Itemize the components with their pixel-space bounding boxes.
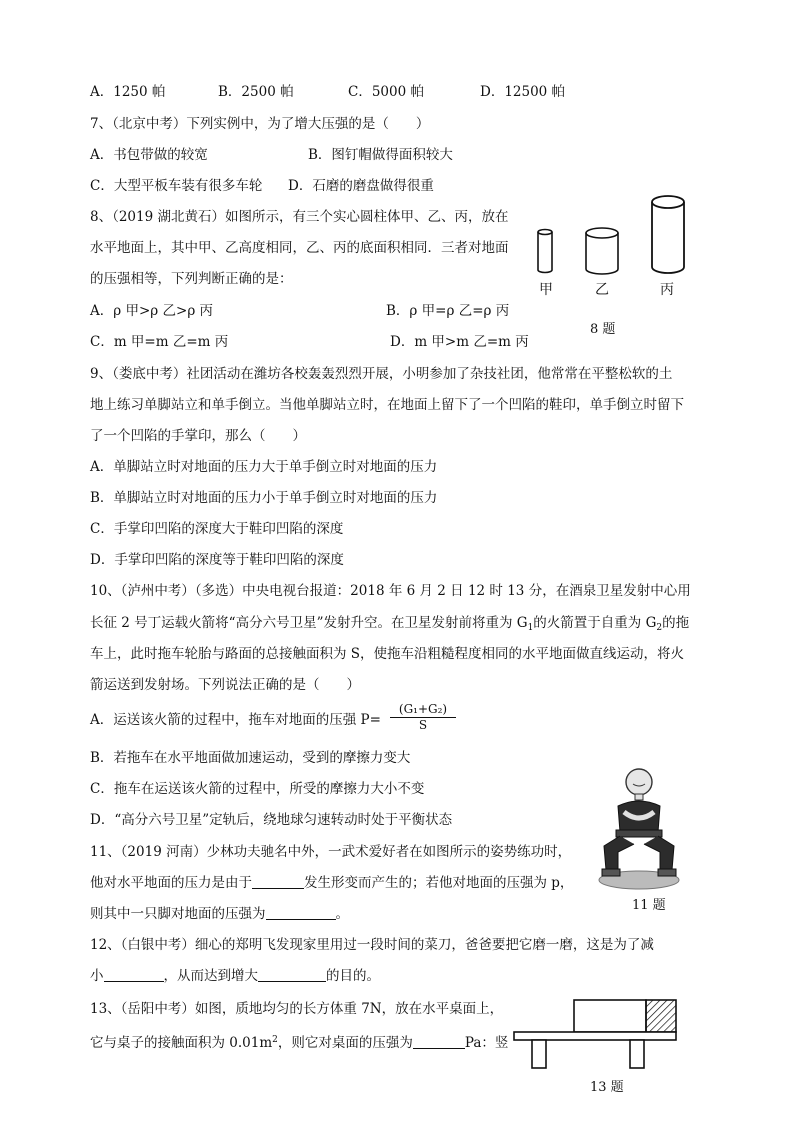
q9-line-3: 了一个凹陷的手掌印，那么（ ） bbox=[90, 428, 306, 444]
q10-line-1: 10、（泸州中考）（多选）中央电视台报道：2018 年 6 月 2 日 12 时 13 分，在酒泉卫星发射中心用 bbox=[90, 583, 691, 599]
q11-line-2 bbox=[90, 874, 573, 892]
q7-option-c: C．大型平板车装有很多车轮 bbox=[90, 178, 263, 194]
q10-formula bbox=[390, 701, 456, 733]
q12-line-2-c: 的目的。 bbox=[326, 968, 380, 984]
q9-option-d: D．手掌印凹陷的深度等于鞋印凹陷的深度 bbox=[90, 552, 344, 568]
q11-caption: 11 题 bbox=[632, 898, 666, 913]
q8-cylinders-figure bbox=[530, 190, 700, 305]
q11-blank-1[interactable] bbox=[252, 874, 304, 889]
q10-option-a: A．运送该火箭的过程中，拖车对地面的压强 P= bbox=[90, 712, 381, 728]
q10-sub-2: 2 bbox=[656, 623, 663, 633]
q8-line-3: 的压强相等，下列判断正确的是： bbox=[90, 271, 293, 287]
q10-option-d: D．“高分六号卫星”定轨后，绕地球匀速转动时处于平衡状态 bbox=[90, 812, 453, 828]
q8-option-a: A．ρ 甲>ρ 乙>ρ 丙 bbox=[90, 303, 214, 319]
q8-caption: 8 题 bbox=[590, 322, 616, 337]
q7-option-a: A．书包带做的较宽 bbox=[90, 147, 208, 163]
cylinder-yi bbox=[586, 228, 618, 274]
q13-line-2-b: ，则它对桌面的压强为 bbox=[277, 1035, 413, 1051]
q13-block bbox=[574, 1000, 676, 1032]
q11-line-2-a: 他对水平地面的压力是由于 bbox=[90, 875, 252, 891]
q13-table-block-figure bbox=[512, 992, 682, 1072]
q8-option-b: B．ρ 甲=ρ 乙=ρ 丙 bbox=[386, 303, 510, 319]
q10-line-2-b: 的火箭置于自重为 G bbox=[533, 615, 657, 631]
q8-line-2: 水平地面上，其中甲、乙高度相同，乙、丙的底面积相同．三者对地面 bbox=[90, 240, 509, 256]
q7-option-b: B．图钉帽做得面积较大 bbox=[308, 147, 453, 163]
q10-line-4: 箭运送到发射场。下列说法正确的是（ ） bbox=[90, 677, 360, 693]
q9-line-2: 地上练习单脚站立和单手倒立。当他单脚站立时，在地面上留下了一个凹陷的鞋印，单手倒立时留下 bbox=[90, 397, 684, 413]
cylinder-bing bbox=[652, 196, 684, 273]
q9-line-1: 9、（娄底中考）社团活动在潍坊各校轰轰烈烈开展，小明参加了杂技社团，他常常在平整松软的土 bbox=[90, 366, 673, 382]
q13-table-top bbox=[514, 1032, 676, 1040]
q12-blank-1[interactable] bbox=[104, 967, 164, 982]
q11-line-1: 11、（2019 河南）少林功夫驰名中外，一武术爱好者在如图所示的姿势练功时， bbox=[90, 844, 572, 860]
q11-line-2-b: 发生形变而产生的；若他对地面的压强为 p， bbox=[304, 875, 574, 891]
q10-option-c: C．拖车在运送该火箭的过程中，所受的摩擦力大小不变 bbox=[90, 781, 425, 797]
q8-option-c: C．m 甲=m 乙=m 丙 bbox=[90, 334, 229, 350]
q7-option-d: D．石磨的磨盘做得很重 bbox=[288, 178, 434, 194]
q11-line-3 bbox=[90, 905, 349, 923]
q11-blank-2[interactable] bbox=[266, 905, 336, 920]
q6-option-c: C．5000 帕 bbox=[348, 84, 424, 100]
q12-line-2 bbox=[90, 967, 380, 985]
q11-line-3-b: 。 bbox=[335, 906, 349, 922]
q12-line-2-a: 小 bbox=[90, 968, 104, 984]
q13-table-leg-left bbox=[532, 1040, 546, 1068]
q6-option-b: B．2500 帕 bbox=[218, 84, 294, 100]
q13-caption: 13 题 bbox=[590, 1080, 624, 1095]
q6-option-d: D．12500 帕 bbox=[480, 84, 566, 100]
q13-line-2-c: Pa：竖 bbox=[464, 1035, 509, 1051]
q13-line-2 bbox=[90, 1031, 508, 1052]
q10-line-3: 车上，此时拖车轮胎与路面的总接触面积为 S，使拖车沿粗糙程度相同的水平地面做直线运动，将火 bbox=[90, 646, 685, 662]
q12-line-1: 12、（白银中考）细心的郑明飞发现家里用过一段时间的菜刀，爸爸要把它磨一磨，这是为了减 bbox=[90, 937, 654, 953]
q6-option-a: A．1250 帕 bbox=[90, 84, 166, 100]
q12-line-2-b: ，从而达到增大 bbox=[163, 968, 258, 984]
q10-formula-denominator: S bbox=[418, 718, 428, 732]
q9-option-c: C．手掌印凹陷的深度大于鞋印凹陷的深度 bbox=[90, 521, 344, 537]
q11-martial-artist-figure bbox=[594, 762, 684, 892]
q10-line-2 bbox=[90, 614, 689, 637]
q10-formula-numerator: (G₁+G₂) bbox=[390, 701, 456, 718]
q13-table-leg-right bbox=[630, 1040, 644, 1068]
q10-sub-1: 1 bbox=[527, 623, 534, 633]
q12-blank-2[interactable] bbox=[258, 967, 326, 982]
q10-line-2-c: 的拖 bbox=[662, 615, 690, 631]
q13-blank-1[interactable] bbox=[413, 1034, 465, 1049]
q9-option-a: A．单脚站立时对地面的压力大于单手倒立时对地面的压力 bbox=[90, 459, 438, 475]
q10-option-b: B．若拖车在水平地面做加速运动，受到的摩擦力变大 bbox=[90, 750, 411, 766]
q13-line-1: 13、（岳阳中考）如图，质地均匀的长方体重 7N，放在水平桌面上， bbox=[90, 1001, 504, 1017]
q11-line-3-a: 则其中一只脚对地面的压强为 bbox=[90, 906, 266, 922]
q8-label-jia: 甲 bbox=[539, 282, 553, 298]
q10-line-2-a: 长征 2 号丁运载火箭将“高分六号卫星”发射升空。在卫星发射前将重为 G bbox=[90, 615, 528, 631]
q7-stem: 7、（北京中考）下列实例中，为了增大压强的是（ ） bbox=[90, 116, 430, 132]
q8-line-1: 8、（2019 湖北黄石）如图所示，有三个实心圆柱体甲、乙、丙，放在 bbox=[90, 209, 509, 225]
q9-option-b: B．单脚站立时对地面的压力小于单手倒立时对地面的压力 bbox=[90, 490, 438, 506]
cylinder-jia bbox=[538, 230, 552, 273]
q8-label-bing: 丙 bbox=[660, 282, 674, 298]
q8-label-yi: 乙 bbox=[595, 282, 609, 298]
q13-line-2-a: 它与桌子的接触面积为 0.01m bbox=[90, 1035, 273, 1051]
q8-option-d: D．m 甲>m 乙=m 丙 bbox=[390, 334, 529, 350]
q13-sup-2: 2 bbox=[272, 1035, 278, 1045]
